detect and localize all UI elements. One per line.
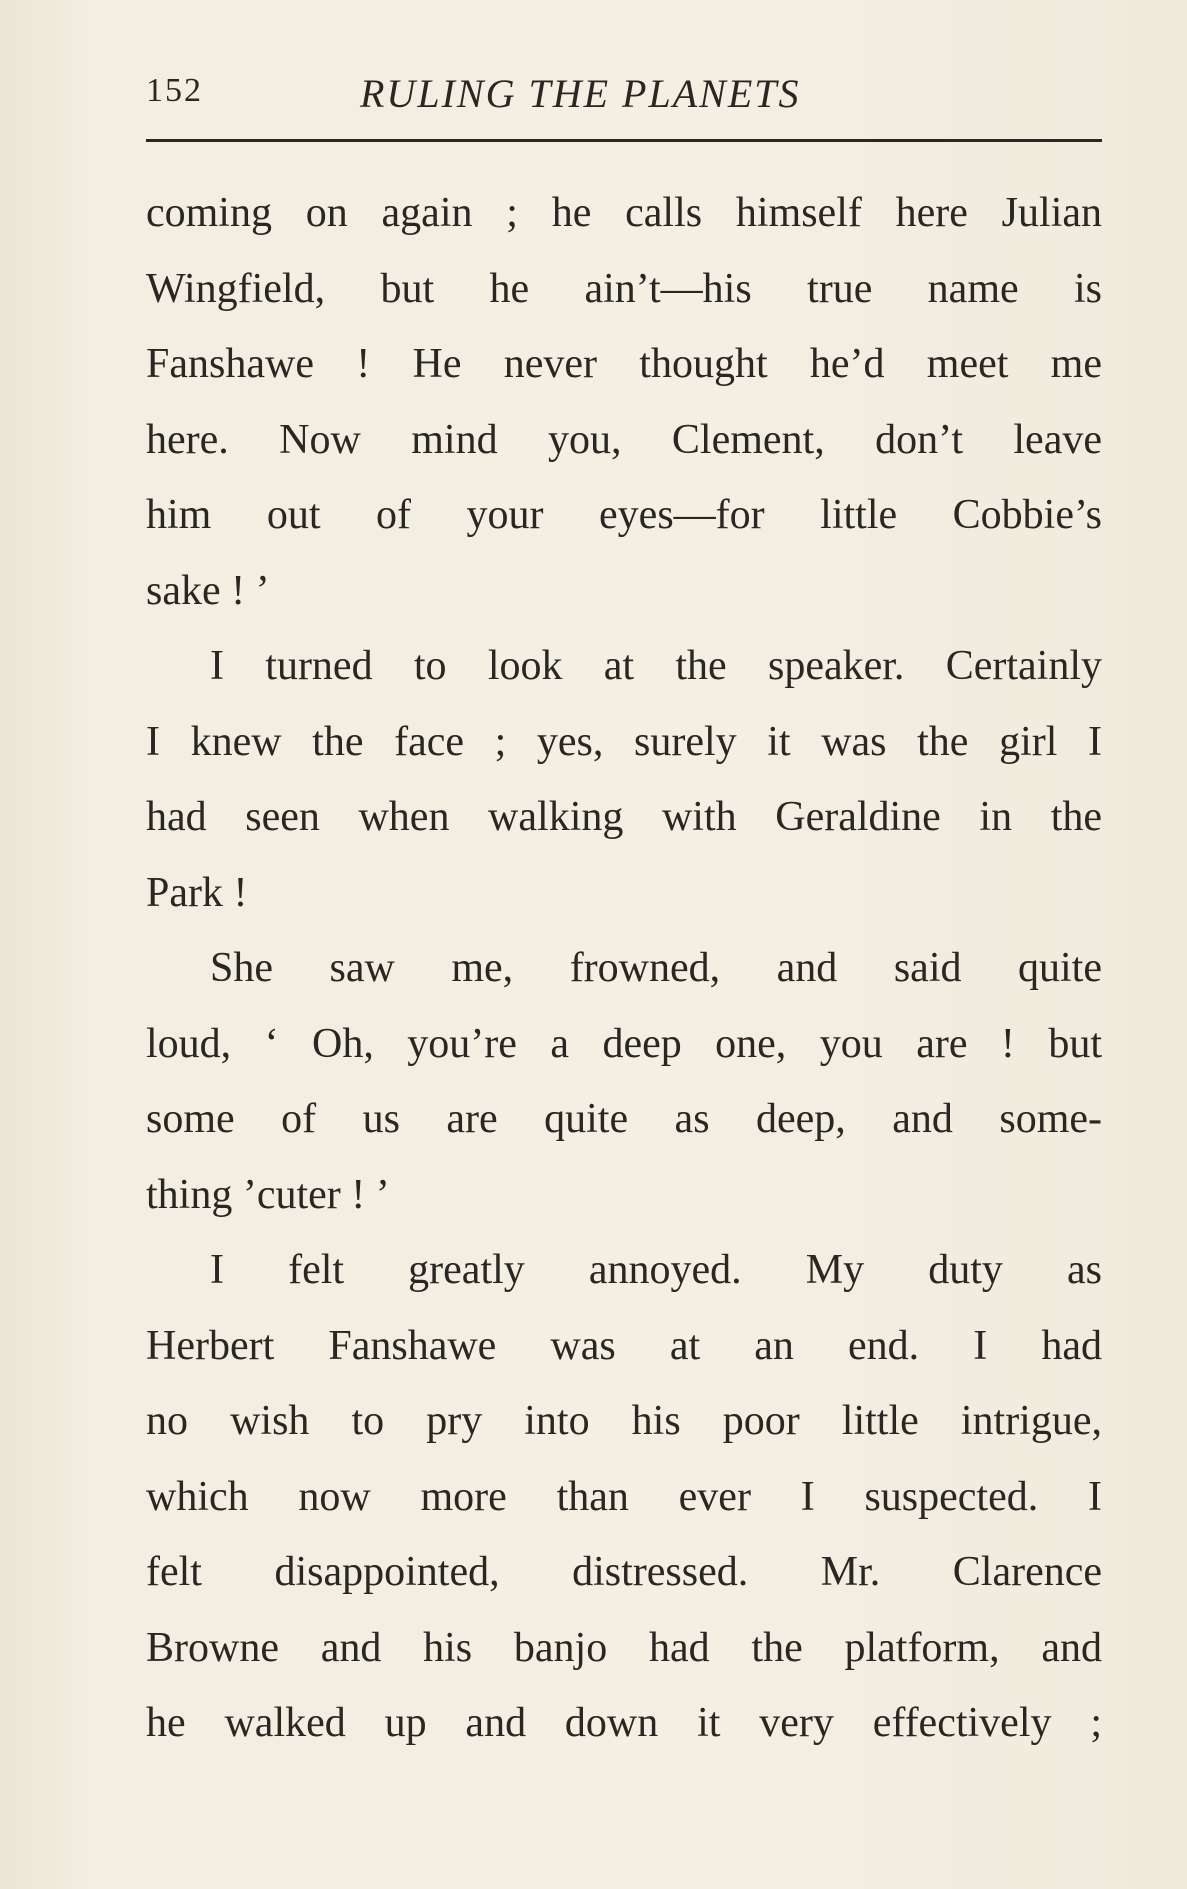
text-line: he walked up and down it very effectively ; — [146, 1700, 1102, 1746]
text-line: no wish to pry into his poor little intrigue, — [146, 1398, 1102, 1444]
page-number: 152 — [146, 72, 203, 109]
text-line: him out of your eyes—for little Cobbie’s — [146, 492, 1102, 538]
text-line: I felt greatly annoyed. My duty as — [210, 1247, 1102, 1293]
text-line: I turned to look at the speaker. Certainly — [210, 643, 1102, 689]
text-line: loud, ‘ Oh, you’re a deep one, you are ! but — [146, 1020, 1102, 1067]
text-line: Fanshawe ! He never thought he’d meet me — [146, 341, 1102, 387]
text-line: Wingfield, but he ain’t—his true name is — [146, 265, 1102, 312]
page-header — [146, 70, 1102, 120]
text-line: She saw me, frowned, and said quite — [210, 945, 1102, 991]
body-text — [146, 176, 1102, 1762]
text-line: thing ’cuter ! ’ — [146, 1171, 390, 1218]
text-line: Herbert Fanshawe was at an end. I had — [146, 1322, 1102, 1369]
text-line: which now more than ever I suspected. I — [146, 1473, 1102, 1520]
running-head: RULING THE PLANETS — [360, 71, 801, 116]
text-line: Browne and his banjo had the platform, and — [146, 1624, 1102, 1671]
text-line: felt disappointed, distressed. Mr. Clarence — [146, 1549, 1102, 1595]
text-line: some of us are quite as deep, and some- — [146, 1096, 1102, 1142]
header-rule — [146, 139, 1102, 142]
text-line: I knew the face ; yes, surely it was the girl I — [146, 718, 1102, 765]
text-line: Park ! — [146, 869, 248, 916]
text-line: coming on again ; he calls himself here Julian — [146, 190, 1102, 236]
text-line: here. Now mind you, Clement, don’t leave — [146, 416, 1102, 463]
text-line: had seen when walking with Geraldine in the — [146, 794, 1102, 840]
text-line: sake ! ’ — [146, 567, 270, 614]
